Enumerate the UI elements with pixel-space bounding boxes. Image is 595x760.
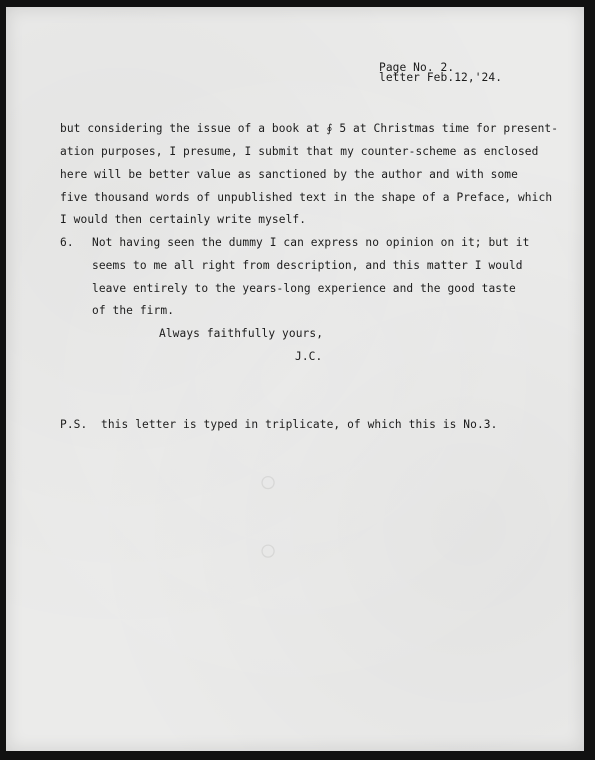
letter-date: letter Feb.12,'24.	[379, 71, 503, 84]
item-line: leave entirely to the years-long experience and the good taste	[92, 282, 516, 295]
body-line: but considering the issue of a book at ∮ 5 at Christmas time for present-	[60, 122, 559, 135]
item-line: Not having seen the dummy I can express no opinion on it; but it	[92, 236, 530, 249]
body-line: I would then certainly write myself.	[60, 213, 307, 226]
item-number: 6.	[60, 236, 74, 249]
page-number: Page No. 2.	[379, 61, 455, 74]
watermark-stamp: ◦ ◦	[241, 454, 295, 577]
postscript: P.S. this letter is typed in triplicate, of which this is No.3.	[60, 418, 498, 431]
signature-initials: J.C.	[295, 350, 323, 363]
letter-page	[6, 7, 584, 751]
item-line: seems to me all right from description, and this matter I would	[92, 259, 523, 272]
body-line: five thousand words of unpublished text in the shape of a Preface, which	[60, 191, 553, 204]
body-line: ation purposes, I presume, I submit that my counter-scheme as enclosed	[60, 145, 539, 158]
closing-salutation: Always faithfully yours,	[159, 327, 324, 340]
body-line: here will be better value as sanctioned by the author and with some	[60, 168, 518, 181]
item-line: of the firm.	[92, 304, 175, 317]
